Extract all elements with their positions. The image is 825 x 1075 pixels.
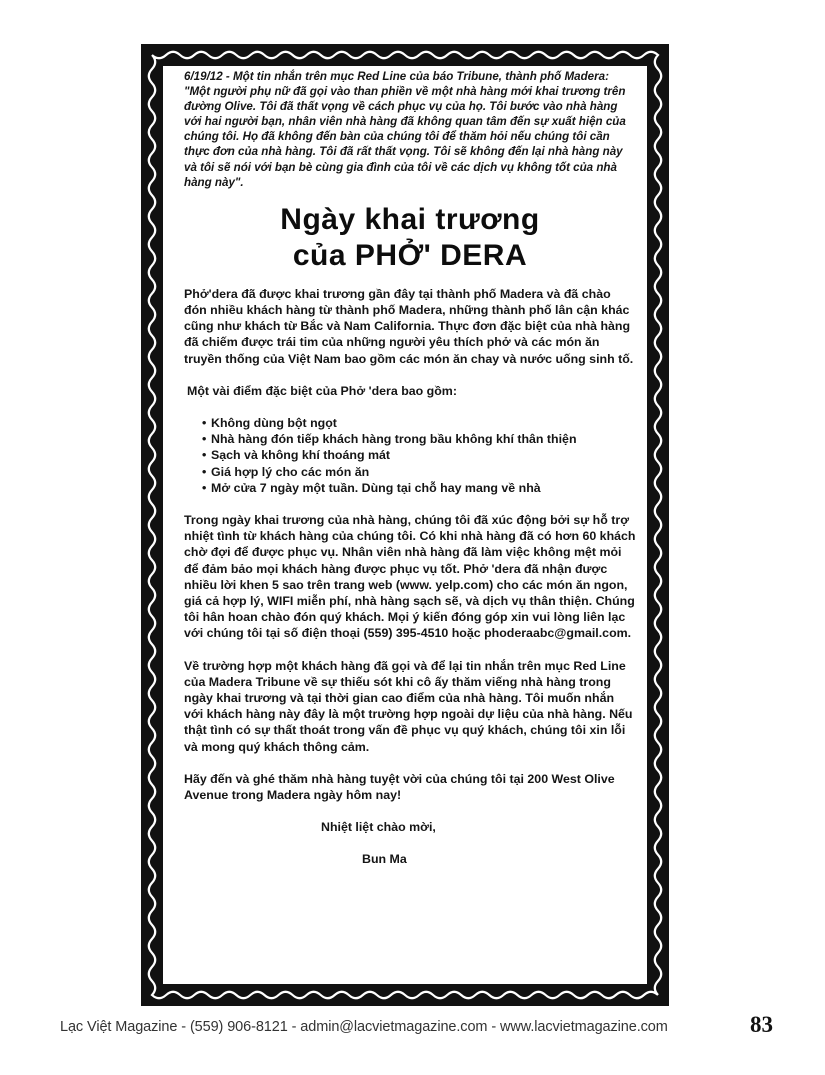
- headline-line-2: của PHỞ' DERA: [292, 238, 528, 272]
- bullet-icon: •: [202, 480, 207, 495]
- bullet-icon: •: [202, 432, 207, 447]
- invitation-paragraph: Hãy đến và ghé thăm nhà hàng tuyệt vời của chúng tôi tại 200 West Olive Avenue trong Madera ngày hôm nay!: [184, 771, 615, 803]
- publication-name: Lạc Việt Magazine: [60, 1019, 178, 1035]
- footer-contact: Lạc Việt Magazine - (559) 906-8121 - admin@lacvietmagazine.com - www.lacvietmagazine.com: [60, 1019, 668, 1035]
- intro-paragraph: Phở'dera đã được khai trương gần đây tại thành phố Madera và đã chào đón nhiều khách hàng từ thành phố Madera, những thành phố lân cận khác cũng như khách từ Bắc và Nam California. Thực đơn đặc biệt của nhà hàng đã chiếm được trái tim của những người yêu thích phở và các món ăn truyền thống của Việt Nam bao gồm các món ăn chay và nước uống sinh tố.: [184, 286, 634, 366]
- bullet-icon: •: [202, 448, 207, 463]
- list-item: • Nhà hàng đón tiếp khách hàng trong bầu không khí thân thiện: [202, 432, 577, 447]
- bullet-icon: •: [202, 415, 207, 430]
- bullet-icon: •: [202, 464, 207, 479]
- list-item: • Mở cửa 7 ngày một tuần. Dùng tại chỗ hay mang về nhà: [202, 480, 541, 495]
- article-body: [163, 66, 647, 984]
- footer-phone: (559) 906-8121: [189, 1019, 288, 1035]
- footer-email: admin@lacvietmagazine.com: [300, 1019, 488, 1035]
- list-item: • Không dùng bột ngọt: [202, 415, 337, 430]
- closing-line: Nhiệt liệt chào mời,: [321, 820, 436, 835]
- article-frame: [141, 44, 669, 1006]
- response-paragraph: Về trường hợp một khách hàng đã gọi và để lại tin nhắn trên mục Red Line của Madera Tribune về sự thiếu sót khi cô ấy thăm viếng nhà hàng trong ngày khai trương và tại thời gian cao điểm của nhà hàng. Tôi muốn nhắn với khách hàng này đây là một trường hợp ngoài dự liệu của nhà hàng. Nếu thật tình có sự thất thoát trong vấn đề phục vụ quý khách, chúng tôi xin lỗi và mong quý khách thông cảm.: [184, 658, 633, 754]
- signature: Bun Ma: [362, 852, 407, 867]
- features-intro: Một vài điểm đặc biệt của Phở 'dera bao gồm:: [187, 383, 457, 398]
- page-number: 83: [750, 1012, 773, 1037]
- page-footer: [0, 1010, 825, 1040]
- features-list: [184, 415, 636, 496]
- list-item: • Sạch và không khí thoáng mát: [202, 448, 391, 463]
- headline: [184, 202, 636, 274]
- headline-line-1: Ngày khai trương: [280, 202, 540, 236]
- footer-website: www.lacvietmagazine.com: [500, 1019, 668, 1035]
- list-item: • Giá hợp lý cho các món ăn: [202, 464, 370, 479]
- opening-day-paragraph: Trong ngày khai trương của nhà hàng, chúng tôi đã xúc động bởi sự hỗ trợ nhiệt tình từ khách hàng của chúng tôi. Có khi nhà hàng đã có hơn 60 khách chờ đợi để được phục vụ. Nhân viên nhà hàng đã làm việc không mệt mỏi để đảm bảo mọi khách hàng được phục vụ tốt. Phở 'dera đã nhận được nhiều lời khen 5 sao trên trang web (www. yelp.com) cho các món ăn ngon, giá cả hợp lý, WIFI miễn phí, nhà hàng sạch sẽ, và dịch vụ thân thiện. Chúng tôi hân hoan chào đón quý khách. Mọi ý kiến đóng góp xin vui lòng liên lạc với chúng tôi tại số điện thoại (559) 395-4510 hoặc phoderaabc@gmail.com.: [184, 512, 636, 641]
- reader-quote: 6/19/12 - Một tin nhắn trên mục Red Line của báo Tribune, thành phố Madera: "Một người phụ nữ đã gọi vào than phiền về một nhà hàng mới khai trương trên đường Olive. Tôi đã thất vọng về cách phục vụ của họ. Tôi bước vào nhà hàng với hai người bạn, nhân viên nhà hàng đã không quan tâm đến sự xuất hiện của chúng tôi. Họ đã không đến bàn của chúng tôi để thăm hỏi nếu chúng tôi cần thực đơn của nhà hàng. Tôi đã rất thất vọng. Tôi sẽ không đến lại nhà hàng này và tôi sẽ nói với bạn bè cùng gia đình của tôi về các dịch vụ không tốt của nhà hàng này".: [184, 70, 626, 189]
